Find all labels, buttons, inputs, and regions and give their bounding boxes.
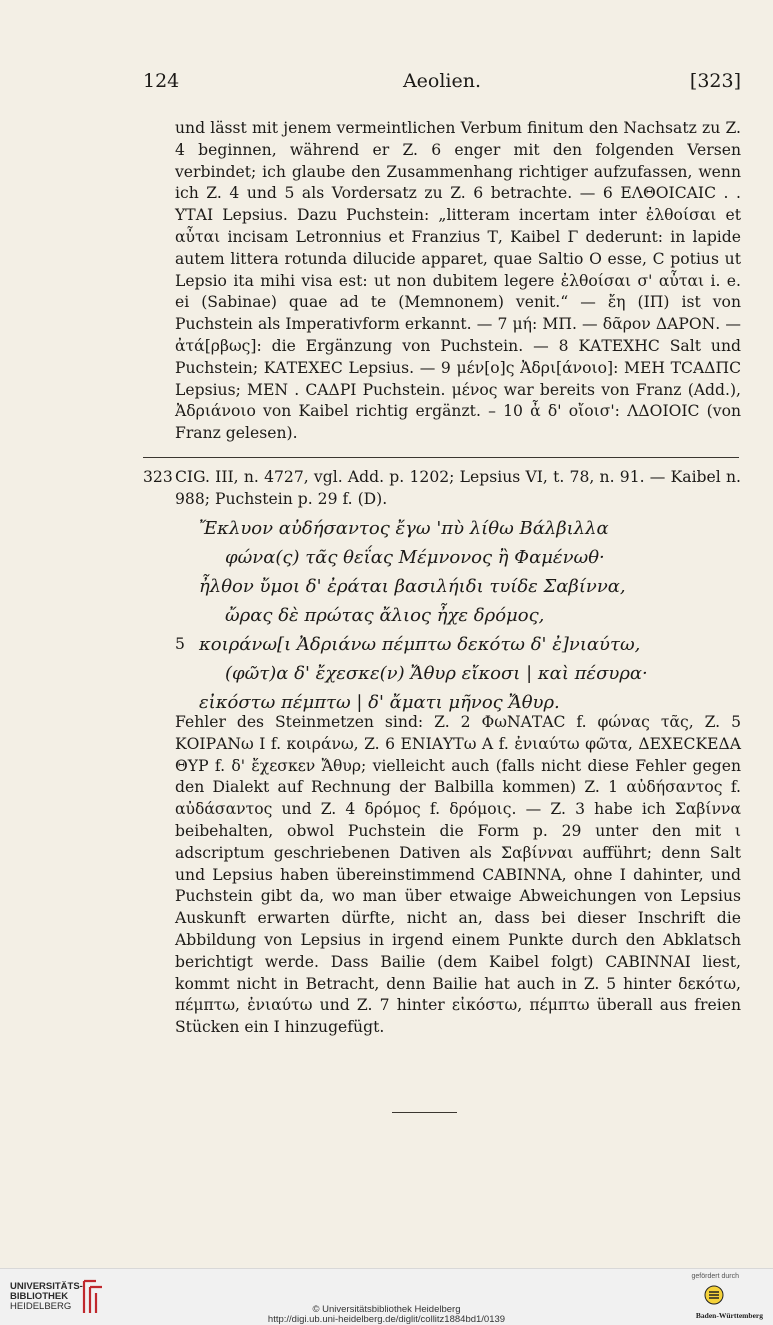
poem-line-2: φώνα(ς) τᾶς θεΐας Μέμνονος ἢ Φαμένωθ· — [225, 547, 605, 568]
section-divider — [143, 457, 739, 458]
page-number: 124 — [143, 70, 180, 92]
poem-line-5 — [175, 630, 641, 659]
state-coat-of-arms-icon — [701, 1283, 727, 1307]
viewer-footer — [0, 1268, 773, 1325]
entry-number: 323 — [143, 468, 173, 486]
notes-paragraph: und lässt mit jenem vermeintlichen Verbum finitum den Nachsatz zu Z. 4 beginnen, während er Z. 6 enger mit den folgenden Versen verbindet; ich glaube den Zusammenhang richtiger aufzufassen, wenn ich Z. 4 und 5 als Vordersatz zu Z. 6 betrachte. — 6 ΕΛΘΟΙϹΑΙϹ . . ΥΤΑΙ Lepsius. Dazu Puchstein: „litteram incertam inter ἐλθοίσαι et αὖται incisam Letronnius et Franzius Τ, Kaibel Γ dederunt: in lapide autem littera rotunda dilucide apparet, quae Saltio Ο esse, Ϲ potius ut Lepsio ita mihi visa est: ut non dubitem legere ἐλθοίσαι σ' αὖται i. e. ei (Sabinae) quae ad te (Memnonem) venit.“ — ἔη (ΙΠ) ist von Puchstein als Imperativform erkannt. — 7 μή: ΜΠ. — δᾶρον ΔΑΡΟΝ. — ἀτά[ρβως]: die Ergänzung von Puchstein. — 8 ΚΑΤΕΧΗϹ Salt und Puchstein; ΚΑΤΕΧΕϹ Lepsius. — 9 μέν[ο]ς Ἀδρι[άνοιο]: ΜΕΗ ΤϹΑΔΠϹ Lepsius; ΜΕΝ . ϹΑΔΡΙ Puchstein. μένος war bereits von Franz (Add.), Ἀδριάνοιο von Kaibel richtig ergänzt. – 10 ἆ δ' οἴοισ': ΛΔΟΙΟΙϹ (von Franz gelesen). — [175, 119, 741, 443]
commentary — [175, 712, 741, 1039]
entry-citation: CIG. III, n. 4727, vgl. Add. p. 1202; Lepsius VI, t. 78, n. 91. — Kaibel n. 988; Puchstein p. 29 f. (D). — [175, 468, 741, 508]
page-title: Aeolien. — [402, 70, 482, 92]
funded-by-label: gefördert durch — [691, 1273, 739, 1280]
end-rule — [392, 1112, 457, 1113]
apparatus-notes — [175, 118, 741, 445]
library-name[interactable]: UNIVERSITÄTS- BIBLIOTHEK HEIDELBERG — [10, 1281, 83, 1312]
poem-line-6: (φῶτ)α δ' ἔχεσκε(ν) Ἄθυρ εἴκοσι | καὶ πέσυρα· — [225, 663, 648, 684]
poem-line-3: ἦλθον ὔμοι δ' ἐράται βασιλήιδι τυίδε Σαβίννα, — [199, 576, 626, 597]
funder-name: Baden-Württemberg — [695, 1311, 763, 1320]
running-header — [143, 70, 741, 100]
poem-line-1: Ἔκλυον αὐδήσαντος ἔγω 'πὺ λίθω Βάλβιλλα — [199, 518, 609, 539]
commentary-paragraph: Fehler des Steinmetzen sind: Z. 2 ΦωΝΑΤΑϹ f. φώνας τᾶς, Z. 5 ΚΟΙΡΑΝω Ι f. κοιράνω, Z. 6 ΕΝΙΑΥΤω Α f. ἐνιαύτω φῶτα, ΔΕΧΕϹΚΕΔΑ ΘΥΡ f. δ' ἔχεσκεν Ἄθυρ; vielleicht auch (falls nicht diese Fehler gegen den Dialekt auf Rechnung der Balbilla kommen) Z. 1 αὐδήσαντος f. αὐδάσαντος und Z. 4 δρόμος f. δρόμοις. — Z. 3 habe ich Σαβίννα beibehalten, obwol Puchstein die Form p. 29 unter den mit ι adscriptum geschriebenen Dativen als Σαβίνναι aufführt; denn Salt und Lepsius haben übereinstimmend ϹΑΒΙΝΝΑ, ohne Ι dahinter, und Puchstein gibt da, wo man über etwaige Abweichungen von Lepsius Auskunft erwarten dürfte, nicht an, dass bei dieser Inschrift die Abbildung von Lepsius in irgend einem Punkte durch den Abklatsch berichtigt werde. Dass Bailie (dem Kaibel folgt) ϹΑΒΙΝΝΑΙ liest, kommt nicht in Betracht, denn Bailie hat auch in Z. 5 hinter δεκότω, πέμπτω, ἐνιαύτω und Z. 7 hinter εἰκόστω, πέμπτω überall aus freien Stücken ein Ι hinzugefügt. — [175, 713, 741, 1037]
poem-line-4: ὤρας δὲ πρώτας ἄλιος ἦχε δρόμος, — [225, 605, 545, 626]
section-reference: [323] — [689, 70, 741, 92]
line-number: 5 — [175, 635, 185, 653]
poem-line-5-text: κοιράνω[ι Ἀδριάνω πέμπτω δεκότω δ' ἐ]νιαύτω, — [199, 634, 641, 655]
poem-line-7: εἰκόστω πέμπτω | δ' ἄματι μῆνος Ἄθυρ. — [199, 692, 560, 713]
permalink[interactable]: http://digi.ub.uni-heidelberg.de/diglit/collitz1884bd1/0139 — [267, 1314, 506, 1325]
copyright-notice: © Universitätsbibliothek Heidelberg http://digi.ub.uni-heidelberg.de/diglit/collitz1884bd1/0139 — [0, 1305, 773, 1325]
